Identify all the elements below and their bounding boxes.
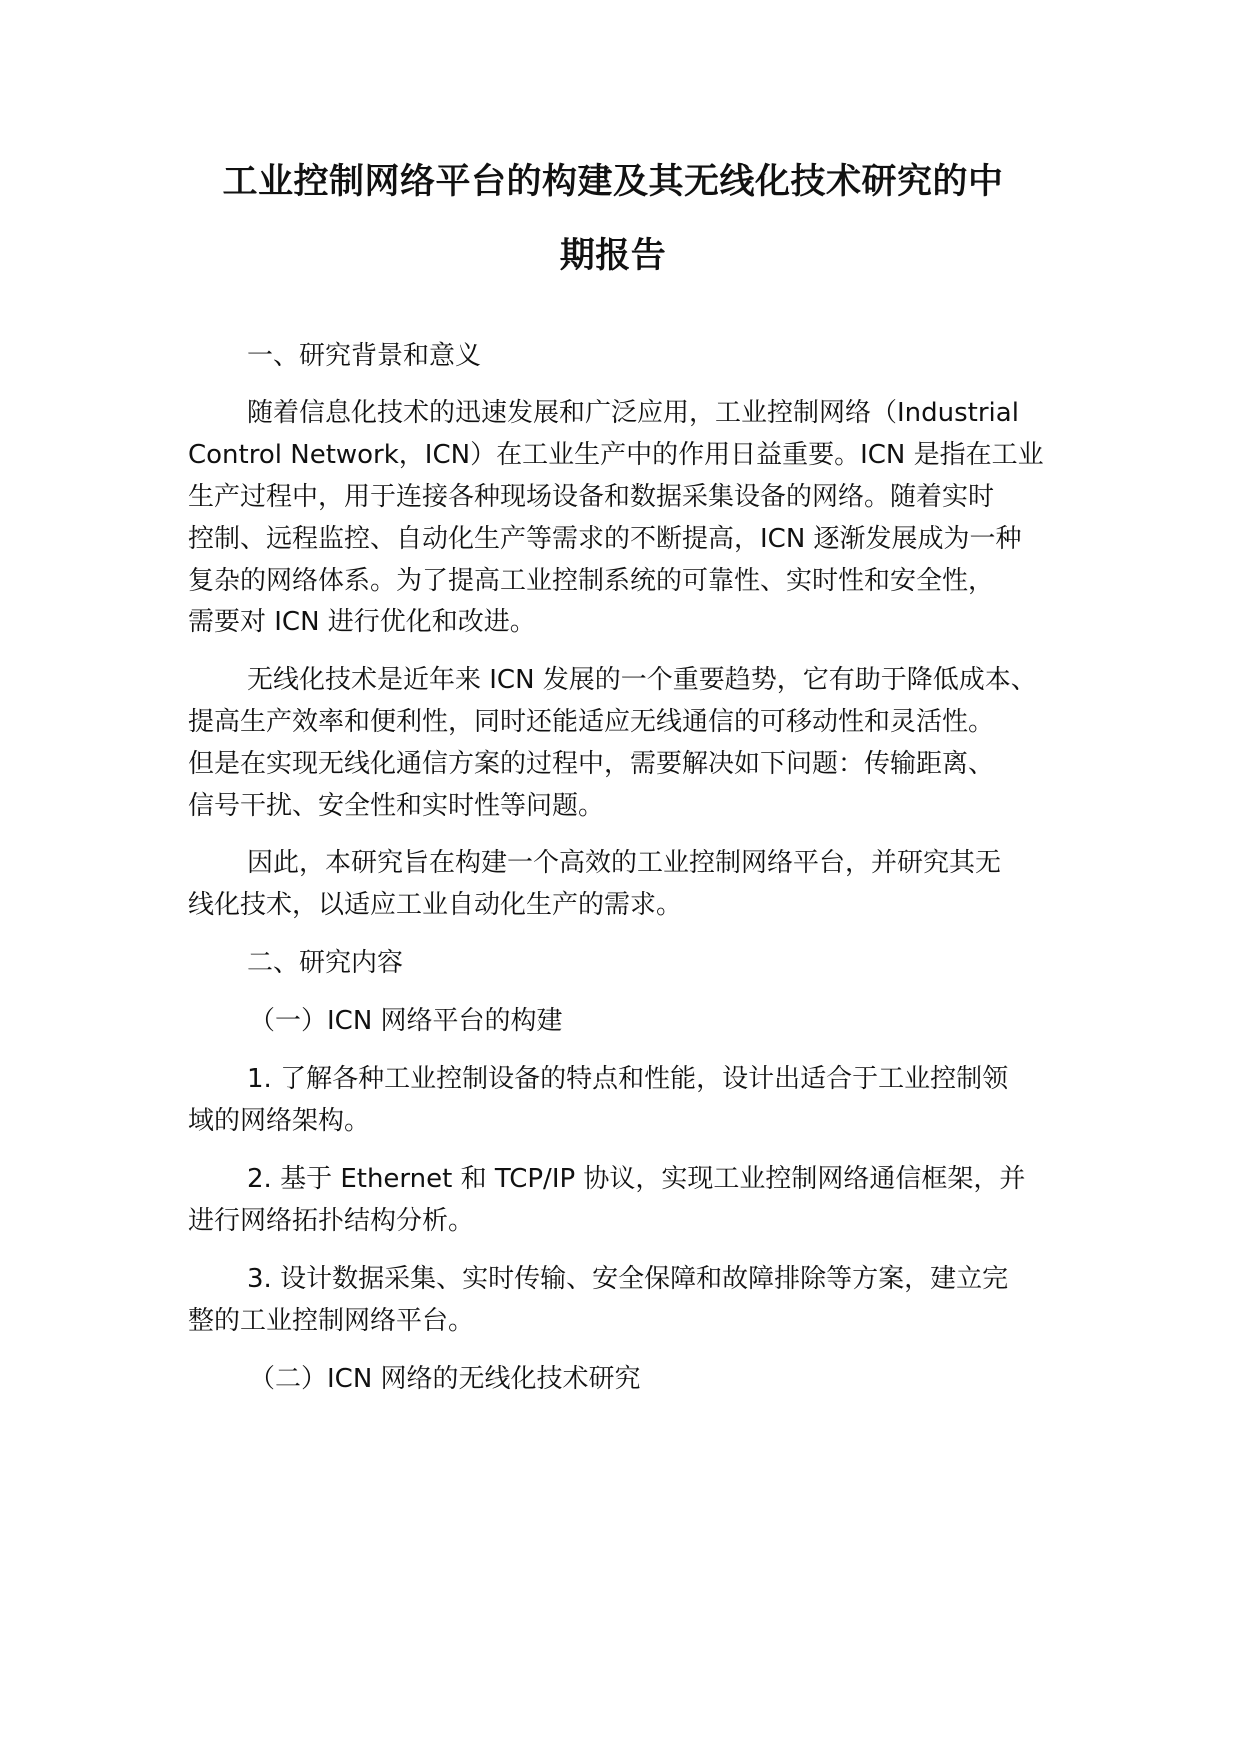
list-item-2-line-2: 进行网络拓扑结构分析。 bbox=[188, 1206, 475, 1236]
paragraph-3-line-2: 线化技术，以适应工业自动化生产的需求。 bbox=[188, 890, 683, 920]
paragraph-1-line-4: 控制、远程监控、自动化生产等需求的不断提高，ICN 逐渐发展成为一种 bbox=[188, 524, 1022, 554]
section-heading-content: 二、研究内容 bbox=[247, 948, 404, 978]
paragraph-2-line-1: 无线化技术是近年来 ICN 发展的一个重要趋势，它有助于降低成本、 bbox=[247, 665, 1037, 695]
paragraph-2-line-2: 提高生产效率和便利性，同时还能适应无线通信的可移动性和灵活性。 bbox=[188, 707, 995, 737]
document-title-line-1: 工业控制网络平台的构建及其无线化技术研究的中 bbox=[222, 162, 1004, 202]
section-heading-background: 一、研究背景和意义 bbox=[247, 341, 482, 371]
paragraph-1-line-2: Control Network，ICN）在工业生产中的作用日益重要。ICN 是指在工业 bbox=[188, 440, 1044, 470]
subsection-heading-wireless: （二）ICN 网络的无线化技术研究 bbox=[249, 1364, 641, 1394]
document-title-line-2: 期报告 bbox=[559, 236, 667, 276]
paragraph-3-line-1: 因此，本研究旨在构建一个高效的工业控制网络平台，并研究其无 bbox=[247, 848, 1002, 878]
paragraph-2-line-3: 但是在实现无线化通信方案的过程中，需要解决如下问题：传输距离、 bbox=[188, 749, 995, 779]
paragraph-2-line-4: 信号干扰、安全性和实时性等问题。 bbox=[188, 791, 605, 821]
list-item-1-line-2: 域的网络架构。 bbox=[188, 1106, 371, 1136]
subsection-heading-platform: （一）ICN 网络平台的构建 bbox=[249, 1006, 563, 1036]
list-item-3-line-2: 整的工业控制网络平台。 bbox=[188, 1306, 475, 1336]
paragraph-1-line-5: 复杂的网络体系。为了提高工业控制系统的可靠性、实时性和安全性， bbox=[188, 566, 995, 596]
paragraph-1-line-6: 需要对 ICN 进行优化和改进。 bbox=[188, 607, 536, 637]
list-item-3-line-1: 3. 设计数据采集、实时传输、安全保障和故障排除等方案，建立完 bbox=[247, 1264, 1009, 1294]
paragraph-1-line-3: 生产过程中，用于连接各种现场设备和数据采集设备的网络。随着实时 bbox=[188, 482, 995, 512]
paragraph-1-line-1: 随着信息化技术的迅速发展和广泛应用，工业控制网络（Industrial bbox=[247, 398, 1019, 428]
list-item-1-line-1: 1. 了解各种工业控制设备的特点和性能，设计出适合于工业控制领 bbox=[247, 1064, 1009, 1094]
list-item-2-line-1: 2. 基于 Ethernet 和 TCP/IP 协议，实现工业控制网络通信框架，并 bbox=[247, 1164, 1026, 1194]
